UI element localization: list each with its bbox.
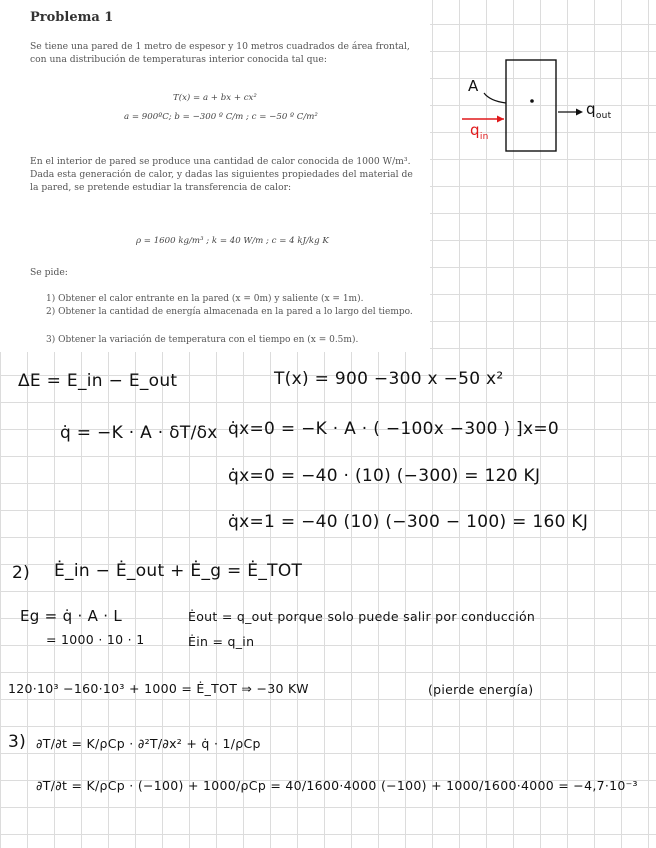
wall-diagram [440, 55, 640, 165]
qin-arrowhead [497, 116, 504, 123]
generation-text: En el interior de pared se produce una cantidad de calor conocida de 1000 W/m³. Dada esta generación de calor, y dadas las siguientes propiedades del material de la pared, se pretende estudiar la transferencia de calor: [30, 156, 413, 193]
total-energy-line: 120·10³ −160·10³ + 1000 = Ė_TOT ⇒ −30 KW [8, 681, 309, 696]
qout-label-q: q [586, 100, 596, 118]
q-x1-value: q̇x=1 = −40 (10) (−300 − 100) = 160 KJ [228, 512, 589, 532]
ein-line: Ėin = q_in [188, 634, 255, 649]
part2-label: 2) [12, 563, 31, 583]
eg-line-2: = 1000 · 10 · 1 [46, 632, 145, 647]
heat-equation-values: ∂T/∂t = K/ρCp · (−100) + 1000/ρCp = 40/1600·4000 (−100) + 1000/1600·4000 = −4,7·10⁻³ [36, 778, 638, 793]
qout-label-sub: out [595, 111, 612, 121]
problem-intro: Se tiene una pared de 1 metro de espesor y 10 metros cuadrados de área frontal, con una distribución de temperaturas interior conocida tal que: [30, 41, 410, 65]
coefficients-equation: a = 900ºC; b = −300 º C/m ; c = −50 º C/m² [124, 112, 318, 122]
part2-balance: Ė_in − Ė_out + Ė_g = Ė_TOT [54, 561, 303, 581]
qout-label [586, 100, 611, 121]
eout-line: Ėout = q_out porque solo puede salir por conducción [188, 609, 536, 624]
part3-label: 3) [8, 732, 27, 752]
heat-equation: ∂T/∂t = K/ρCp · ∂²T/∂x² + q̇ · 1/ρCp [36, 736, 261, 751]
problem-title: Problema 1 [30, 10, 114, 25]
q-x0-general: q̇x=0 = −K · A · ( −100x −300 ) ]x=0 [228, 419, 559, 439]
problem-statement [0, 0, 430, 352]
wall-center-dot [530, 99, 534, 103]
task-item: 1) Obtener el calor entrante en la pared (x = 0m) y saliente (x = 1m). [46, 294, 364, 304]
qin-label-sub: in [479, 132, 489, 142]
fourier-law: q̇ = −K · A · δT/δx [60, 423, 218, 443]
task-item: 3) Obtener la variación de temperatura con el tiempo en (x = 0.5m). [46, 335, 359, 345]
area-label: A [468, 77, 479, 95]
temperature-equation: T(x) = a + bx + cx² [173, 93, 257, 103]
temperature-profile: T(x) = 900 −300 x −50 x² [274, 369, 504, 389]
area-pointer [484, 93, 506, 103]
qin-label-q: q [470, 121, 480, 139]
loses-energy-note: (pierde energía) [428, 682, 534, 697]
wall-rect [506, 60, 556, 151]
energy-balance: ΔE = E_in − E_out [18, 371, 178, 391]
task-item: 2) Obtener la cantidad de energía almacenada en la pared a lo largo del tiempo. [46, 307, 413, 317]
properties-equation: ρ = 1600 kg/m³ ; k = 40 W/m ; c = 4 kJ/kg K [136, 236, 329, 246]
qin-label [470, 121, 489, 142]
ask-label: Se pide: [30, 267, 68, 278]
qout-arrowhead [576, 109, 583, 116]
q-x0-value: q̇x=0 = −40 · (10) (−300) = 120 KJ [228, 466, 541, 486]
eg-line-1: Eg = q̇ · A · L [20, 607, 123, 625]
